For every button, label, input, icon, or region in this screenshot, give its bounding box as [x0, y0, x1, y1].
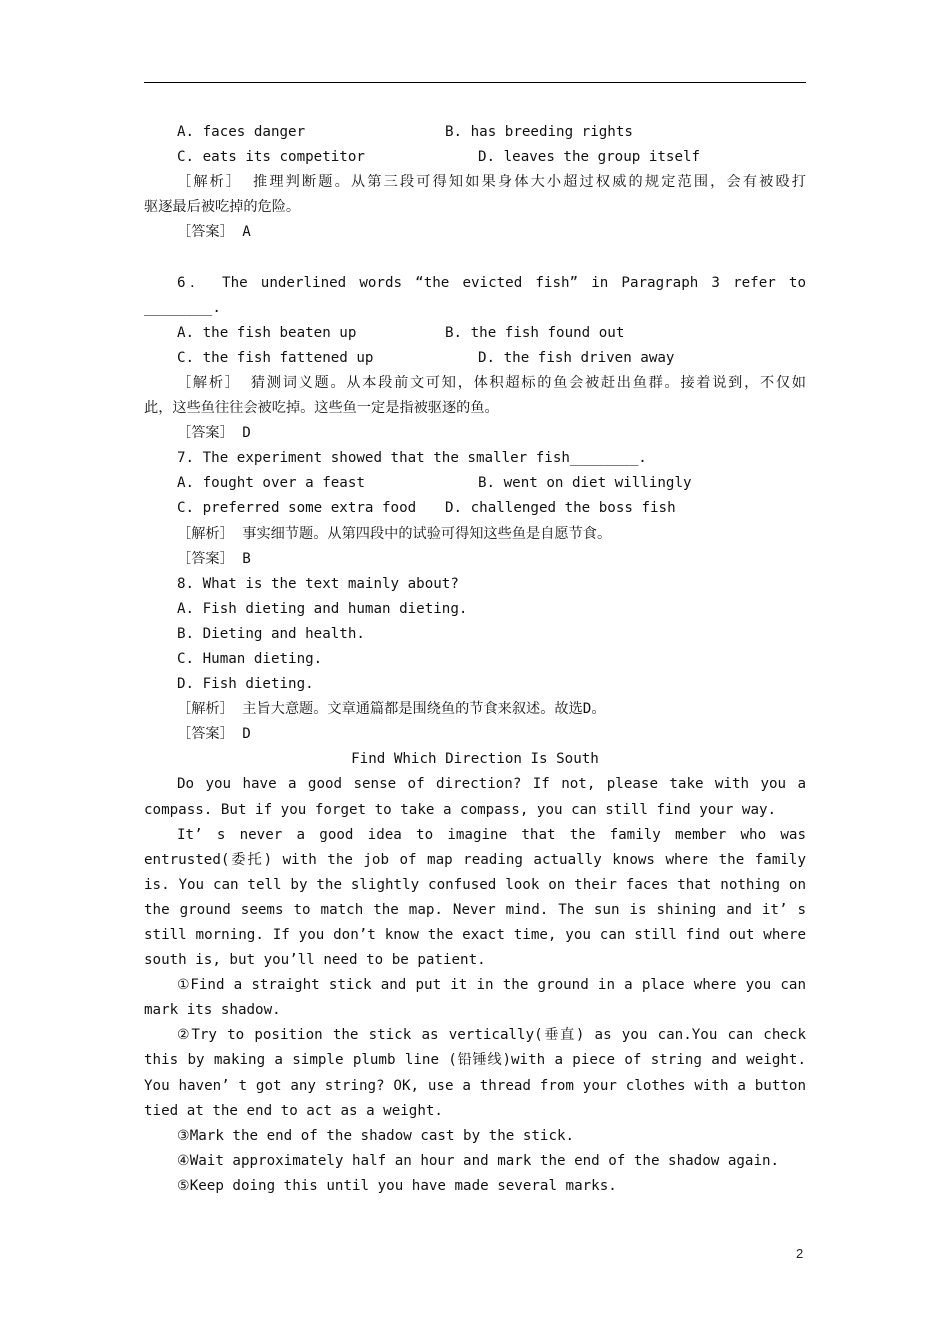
page-content: [144, 120, 806, 1199]
passage-step4: ④Wait approximately half an hour and mark the end of the shadow again.: [177, 1152, 780, 1169]
q6-analysis-line-2: 此，这些鱼往往会被吃掉。这些鱼一定是指被驱逐的鱼。: [144, 400, 499, 417]
q6-option-b: B. the fish found out: [445, 324, 625, 341]
q5-options-row-2: [144, 145, 806, 170]
passage-step2-line-2: this by making a simple plumb line (铅锤线)with a piece of string and weight.: [144, 1052, 806, 1069]
q8-analysis: ［解析］ 主旨大意题。文章通篇都是围绕鱼的节食来叙述。故选D。: [177, 701, 606, 718]
q7-option-a: A. fought over a feast: [177, 475, 365, 492]
passage-p2-line-5: still morning. If you don’t know the exact time, you can still find out where: [144, 927, 806, 943]
q5-analysis-line-1: ［解析］ 推理判断题。从第三段可得知如果身体大小超过权威的规定范围，会有被殴打: [177, 174, 806, 191]
q6-stem-line-2: ________.: [144, 299, 221, 316]
q8-option-c: C. Human dieting.: [177, 650, 323, 667]
q5-options-row-1: [144, 120, 806, 145]
q5-option-b: B. has breeding rights: [445, 124, 633, 140]
q7-analysis: ［解析］ 事实细节题。从第四段中的试验可得知这些鱼是自愿节食。: [177, 525, 612, 542]
passage-p2-line-3: is. You can tell by the slightly confused look on their faces that nothing on: [144, 876, 806, 893]
passage-step1-line-1: ①Find a straight stick and put it in the ground in a place where you can: [177, 977, 806, 994]
q6-options-row-2: [144, 346, 806, 371]
q6-answer: ［答案］ D: [177, 425, 251, 442]
q6-option-c: C. the fish fattened up: [177, 349, 374, 366]
passage-step2-line-3: You haven’ t got any string? OK, use a thread from your clothes with a button: [144, 1077, 806, 1094]
passage-p2-line-6: south is, but you’ll need to be patient.: [144, 952, 486, 969]
passage-p1-line-2: compass. But if you forget to take a compass, you can still find your way.: [144, 801, 777, 818]
q8-answer: ［答案］ D: [177, 726, 251, 743]
q7-options-row-1: [144, 471, 806, 496]
passage-p1-line-1: Do you have a good sense of direction? If not, please take with you a: [177, 776, 806, 793]
q8-stem: 8. What is the text mainly about?: [177, 575, 459, 592]
passage-step2-line-4: tied at the end to act as a weight.: [144, 1102, 443, 1119]
q5-option-c: C. eats its competitor: [177, 149, 365, 166]
q5-analysis-line-2: 驱逐最后被吃掉的危险。: [144, 199, 301, 216]
q8-option-b: B. Dieting and health.: [177, 625, 365, 642]
q6-option-d: D. the fish driven away: [478, 349, 675, 366]
q6-analysis-line-1: ［解析］ 猜测词义题。从本段前文可知，体积超标的鱼会被赶出鱼群。接着说到，不仅如: [177, 374, 806, 391]
passage-step2-line-1: ②Try to position the stick as vertically(垂直) as you can.You can check: [177, 1027, 806, 1044]
header-rule: [144, 82, 806, 83]
passage-step5: ⑤Keep doing this until you have made several marks.: [177, 1177, 617, 1194]
passage-title: Find Which Direction Is South: [351, 751, 599, 768]
q5-option-d: D. leaves the group itself: [478, 149, 701, 166]
q6-stem-line-1: 6． The underlined words “the evicted fish” in Paragraph 3 refer to: [177, 274, 806, 291]
passage-step1-line-2: mark its shadow.: [144, 1002, 281, 1019]
passage-p2-line-4: the ground seems to match the map. Never mind. The sun is shining and it’ s: [144, 901, 806, 918]
q6-option-a: A. the fish beaten up: [177, 324, 357, 341]
q7-option-d: D. challenged the boss fish: [445, 500, 676, 517]
passage-step3: ③Mark the end of the shadow cast by the stick.: [177, 1127, 575, 1144]
q5-option-a: A. faces danger: [177, 124, 306, 140]
spacer: [144, 245, 806, 270]
q7-stem: 7. The experiment showed that the smaller fish________.: [177, 450, 647, 467]
q7-option-b: B. went on diet willingly: [478, 475, 692, 492]
q7-options-row-2: [144, 496, 806, 521]
passage-p2-line-2: entrusted(委托) with the job of map reading actually knows where the family: [144, 851, 806, 868]
passage-p2-line-1: It’ s never a good idea to imagine that the family member who was: [177, 826, 806, 843]
page-number: 2: [796, 1246, 804, 1261]
q5-answer: ［答案］ A: [177, 224, 251, 241]
q8-option-a: A. Fish dieting and human dieting.: [177, 600, 468, 617]
q6-options-row-1: [144, 321, 806, 346]
q8-option-d: D. Fish dieting.: [177, 676, 314, 693]
q7-option-c: C. preferred some extra food: [177, 500, 417, 517]
q7-answer: ［答案］ B: [177, 550, 251, 567]
